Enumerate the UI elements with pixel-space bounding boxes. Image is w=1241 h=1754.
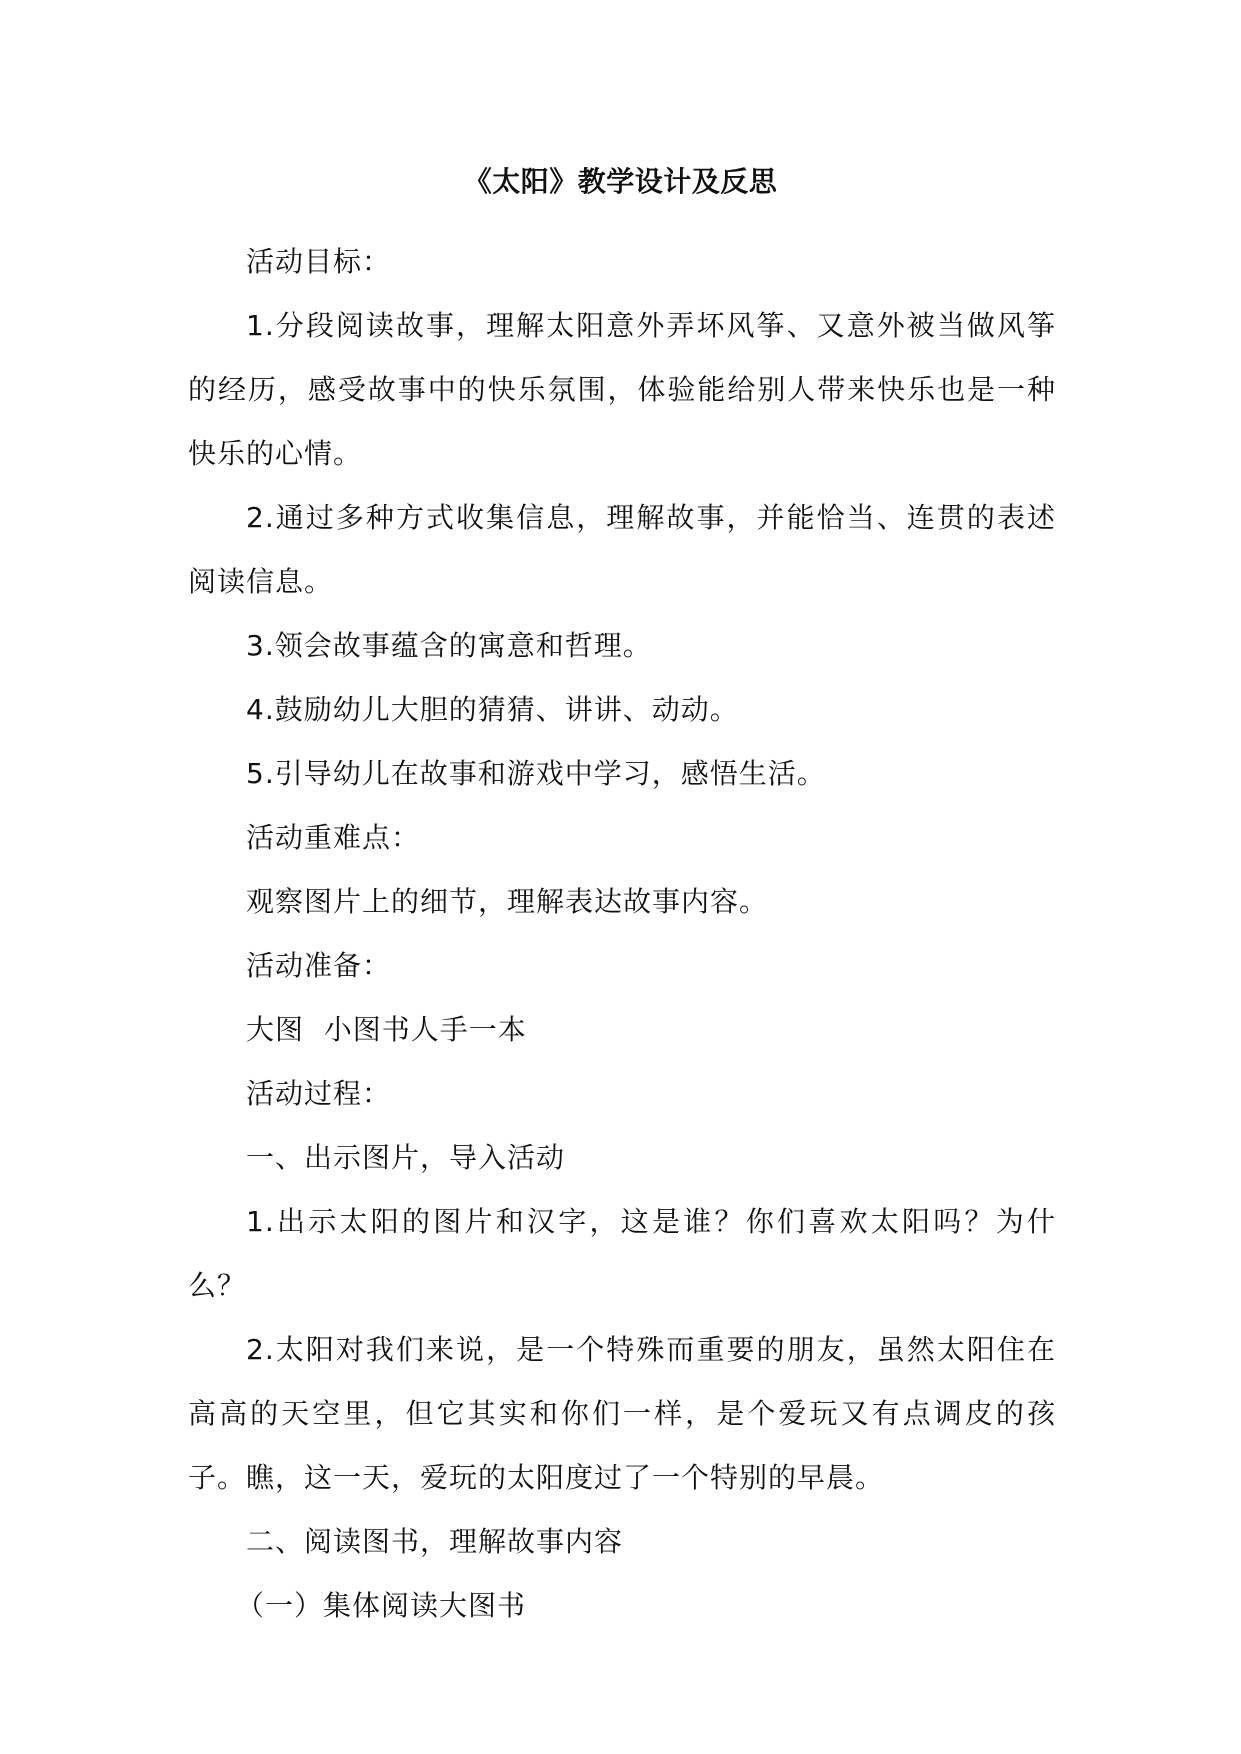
- goal-item-1: 1.分段阅读故事，理解太阳意外弄坏风筝、又意外被当做风筝的经历，感受故事中的快乐氛围，体验能给别人带来快乐也是一种快乐的心情。: [188, 309, 1056, 470]
- section-heading-goals: 活动目标：: [246, 245, 392, 278]
- key-points-text: 观察图片上的细节，理解表达故事内容。: [246, 885, 769, 918]
- process-step-2-heading: 二、阅读图书，理解故事内容: [246, 1525, 624, 1558]
- document-title: 《太阳》教学设计及反思: [463, 165, 778, 198]
- goal-item-2: 2.通过多种方式收集信息，理解故事，并能恰当、连贯的表述阅读信息。: [188, 501, 1056, 598]
- goal-item-3: 3.领会故事蕴含的寓意和哲理。: [246, 629, 652, 662]
- goal-item-4: 4.鼓励幼儿大胆的猜猜、讲讲、动动。: [246, 693, 739, 726]
- preparation-text: 大图 小图书人手一本: [246, 1013, 527, 1046]
- process-step-2-sub-1: （一）集体阅读大图书: [236, 1589, 527, 1622]
- document-body: [188, 230, 1056, 1638]
- process-step-1-item-2: 2.太阳对我们来说，是一个特殊而重要的朋友，虽然太阳住在高高的天空里，但它其实和你们一样，是个爱玩又有点调皮的孩子。瞧，这一天，爱玩的太阳度过了一个特别的早晨。: [188, 1333, 1056, 1494]
- process-step-1-item-1: 1.出示太阳的图片和汉字，这是谁？你们喜欢太阳吗？为什么？: [188, 1205, 1056, 1302]
- process-step-1-heading: 一、出示图片，导入活动: [246, 1141, 566, 1174]
- section-heading-preparation: 活动准备：: [246, 949, 392, 982]
- section-heading-process: 活动过程：: [246, 1077, 392, 1110]
- section-heading-key-points: 活动重难点：: [246, 821, 421, 854]
- goal-item-5: 5.引导幼儿在故事和游戏中学习，感悟生活。: [246, 757, 826, 790]
